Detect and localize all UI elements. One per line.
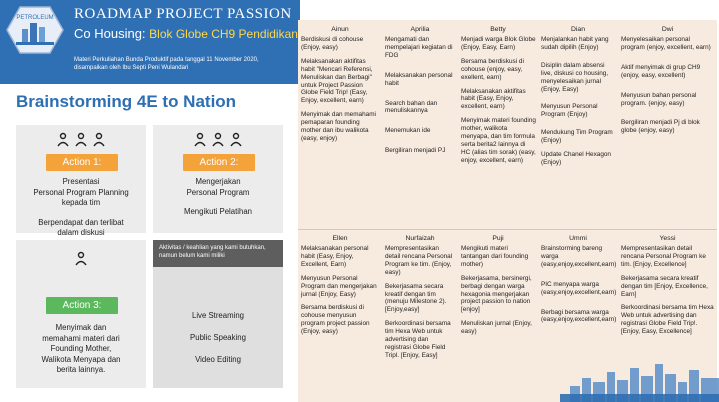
- member-column-dian: [538, 22, 618, 227]
- member-column-betty: [458, 22, 538, 227]
- roadmap-entry: Menyelesaikan personal program (enjoy, excellent, earn): [621, 36, 711, 51]
- member-column-ummi: [538, 231, 618, 401]
- member-entries: [461, 245, 536, 342]
- people-group-icon: [54, 131, 108, 147]
- roadmap-entry: Search bahan dan menuliskannya: [385, 99, 438, 115]
- blok-label: Blok Globe CH9 Pendidikan: [149, 27, 298, 41]
- member-entries: [541, 36, 616, 173]
- member-name: Nurfaizah: [405, 235, 435, 242]
- roadmap-entry: Menemukan ide: [385, 127, 431, 135]
- member-name: Ummi: [569, 235, 587, 242]
- roadmap-entry: Mengikuti materi tantangan dari founding mother): [461, 245, 529, 268]
- roadmap-entry: Menyusun bahan personal program. (enjoy, easy): [621, 91, 697, 107]
- roadmap-title: ROADMAP PROJECT PASSION: [74, 6, 292, 22]
- roadmap-entry: Mengamati dan mempelajari kegiatan di FDG: [385, 36, 453, 59]
- roadmap-entry: Update Chanel Hexagon (Enjoy): [541, 151, 611, 166]
- action-3-line: Founding Mother,: [50, 344, 112, 353]
- person-icon: [71, 250, 91, 266]
- roadmap-entry: Bersama berdiskusi di cohouse (enjoy, easy, exellent, earn): [461, 57, 524, 81]
- action-3-line: memahami materi dari: [42, 333, 120, 343]
- action-1-line: dalam diskusi: [57, 228, 105, 237]
- roadmap-entry: Mempresentasikan detail rencana Personal Program ke tim. (Enjoy, easy): [385, 245, 453, 276]
- action-2-card: [153, 125, 283, 233]
- logo-text: PETROLEUM: [16, 15, 54, 21]
- member-name: Ainun: [331, 26, 349, 33]
- member-column-ellen: [298, 231, 382, 401]
- member-name: Dian: [571, 26, 585, 33]
- member-entries: [301, 36, 380, 149]
- action-2-text: [159, 177, 277, 218]
- roadmap-entry: Mendukung Tim Program (Enjoy): [541, 129, 613, 145]
- action-3-badge: Action 3:: [46, 297, 118, 314]
- action-1-text: [22, 177, 140, 239]
- action-2-line: Mengikuti Pelatihan: [183, 207, 253, 216]
- roadmap-entry: Disiplin dalam absensi live, diskusi co housing, menyelesaikan jurnal (Enjoy, Easy): [541, 61, 609, 93]
- roadmap-entry: Bekerjasama, bersinergi, berbagi dengan warga hexagonia mengerjakan project passion to nation [enjoy]: [461, 274, 532, 314]
- member-entries: [301, 245, 380, 342]
- roadmap-entry: Melaksanakan personal habit (Easy, Enjoy, Excellent, Earn): [301, 245, 369, 268]
- member-name: Betty: [490, 26, 506, 33]
- people-group-icon: [16, 131, 146, 151]
- member-column-puji: [458, 231, 538, 401]
- roadmap-entry: Melaksanakan aktifitas habit "Mencari Referensi, Menuliskan dan Berbagi" untuk Project Passion Globe Field Trip! (Easy, Enjoy, excellent, earn): [301, 57, 373, 105]
- member-name: Ellen: [332, 235, 348, 242]
- roadmap-entry: Berbagi bersama warga (easy,enjoy,excellent,earn): [541, 308, 617, 324]
- member-column-dwi: [618, 22, 717, 227]
- aktivitas-item: Video Editing: [195, 355, 241, 364]
- roadmap-entry: Melaksanakan aktifitas habit (Easy, Enjoy, excellent, earn): [461, 87, 526, 111]
- action-1-line: Presentasi: [62, 177, 100, 186]
- roadmap-entry: Menuliskan jurnal (Enjoy, easy): [461, 320, 532, 336]
- roadmap-entry: Menyusun Personal Program (Enjoy): [541, 103, 598, 119]
- roadmap-entry: Brainstorming bareng warga (easy,enjoy,excellent,earn): [541, 245, 617, 268]
- cohousing-title: [74, 26, 298, 41]
- roadmap-entry: Menyusun Personal Program dan mengerjakan jurnal (Enjoy, Easy): [301, 274, 377, 298]
- action-2-line: Personal Program: [186, 187, 250, 197]
- action-3-line: Menyimak dan: [55, 323, 107, 332]
- member-name: Puji: [492, 235, 504, 242]
- roadmap-entry: Melaksanakan personal habit: [385, 71, 453, 87]
- action-3-line: Walikota Menyapa dan: [41, 354, 121, 364]
- member-name: Yessi: [659, 235, 676, 242]
- roadmap-entry: Berdiskusi di cohouse (Enjoy, easy): [301, 36, 364, 51]
- action-1-line: Berpendapat dan terlibat: [38, 217, 124, 227]
- member-entries: [461, 36, 536, 171]
- action-3-line: berita lainnya.: [56, 365, 106, 374]
- member-name: Dwi: [661, 26, 674, 33]
- member-entries: [541, 245, 616, 330]
- action-3-text: [22, 323, 140, 376]
- aktivitas-item: Public Speaking: [190, 333, 246, 342]
- action-2-badge: Action 2:: [183, 154, 255, 171]
- people-group-icon: [191, 131, 245, 147]
- member-column-yessi: [618, 231, 717, 401]
- roadmap-entry: Bekerjasama secara kreatif dengan tim [Enjoy, Excellence, Earn]: [621, 274, 708, 298]
- cohousing-label: Co Housing:: [74, 26, 146, 41]
- roadmap-entry: Berkoordinasi bersama tim Hexa Web untuk advertising dan registrasi Globe Field Tripl. [Enjoy, Easy]: [385, 320, 451, 359]
- aktivitas-card: [153, 240, 283, 388]
- action-1-line: Personal Program Planning: [33, 187, 129, 197]
- member-entries: [385, 245, 456, 366]
- action-1-line: kepada tim: [61, 198, 101, 207]
- action-1-card: [16, 125, 146, 237]
- roadmap-entry: Bergiliran menjadi Pj di blok globe (enjoy, easy): [621, 119, 700, 135]
- roadmap-entry: Bersama berdiskusi di cohouse menyusun program project passion (Enjoy, easy): [301, 304, 370, 336]
- member-column-ainun: [298, 22, 382, 227]
- member-entries: [621, 36, 715, 141]
- header-subtitle: Materi Perkuliahan Bunda Produktif pada tanggal 11 November 2020, disampaikan oleh Ibu Septi Peni Wulandari: [74, 57, 259, 71]
- roadmap-entry: PIC menyapa warga (easy,enjoy,excellent,earn): [541, 280, 617, 296]
- hexagon-logo-icon: [6, 5, 64, 55]
- section-title: Brainstorming 4E to Nation: [16, 92, 237, 111]
- row-divider: [298, 229, 717, 230]
- action-2-line: Mengerjakan: [195, 177, 241, 186]
- roadmap-entry: Berkoordinasi bersama tim Hexa Web untuk advertising dan registrasi Globe Field Trip!. [Enjoy, Easy, Excellence]: [621, 304, 714, 336]
- roadmap-entry: Bergiliran menjadi PJ: [385, 147, 446, 155]
- roadmap-entry: Menjadi warga Blok Globe (Enjoy, Easy, Earn): [461, 36, 536, 51]
- action-3-card: [16, 240, 146, 388]
- roadmap-entry: Menyimak dan memahami pemaparan founding mother dan ibu walikota (easy, enjoy): [301, 111, 376, 142]
- action-1-badge: Action 1:: [46, 154, 118, 171]
- aktivitas-item: Live Streaming: [191, 311, 244, 320]
- member-name: Aprilia: [410, 26, 430, 33]
- roadmap-entry: Bekerjasama secara kreatif dengan tim (menuju Milestone 2). [Enjoy,easy]: [385, 282, 447, 314]
- member-column-nurfaizah: [382, 231, 458, 401]
- member-entries: [385, 36, 456, 161]
- member-entries: [621, 245, 715, 342]
- roadmap-entry: Menjalankan habit yang sudah dipilih (Enjoy): [541, 36, 609, 51]
- roadmap-entry: Aktif menyimak di grup CH9 (enjoy, easy, excellent): [621, 63, 701, 79]
- aktivitas-header: Aktivitas / keahlian yang kami butuhkan, namun belum kami miliki: [153, 240, 283, 267]
- roadmap-entry: Menyimak materi founding mother, walikota menyapa, dan tim formula serta berita2 lainnya di HC (alias tim sorak) (easy, enjoy, excellent, earn): [461, 117, 536, 164]
- header-banner: [0, 0, 300, 84]
- roadmap-entry: Mempresentasikan detail rencana Personal Program ke tim. [Enjoy, Excellence]: [621, 245, 706, 268]
- member-column-aprilia: [382, 22, 458, 227]
